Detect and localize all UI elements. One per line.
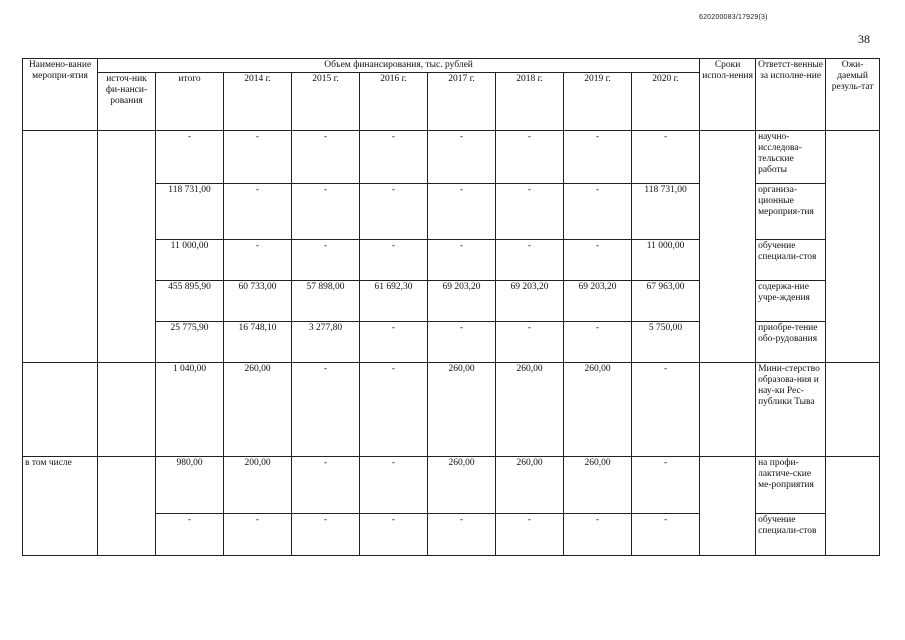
header-total: итого bbox=[156, 73, 224, 131]
row-responsible-cell: содержа-ние учре-ждения bbox=[756, 281, 826, 322]
row-value-2018: - bbox=[496, 322, 564, 363]
row-value-2018: - bbox=[496, 131, 564, 184]
header-year-2018: 2018 г. bbox=[496, 73, 564, 131]
row-value-2015: - bbox=[292, 514, 360, 556]
row-responsible-cell: Мини-стерство образова-ния и нау-ки Рес-публики Тыва bbox=[756, 363, 826, 457]
row-responsible-cell: организа-ционные мероприя-тия bbox=[756, 184, 826, 240]
row-deadline-cell bbox=[700, 457, 756, 556]
row-value-2017: - bbox=[428, 514, 496, 556]
row-value-2015: - bbox=[292, 457, 360, 514]
row-responsible-cell: обучение специали-стов bbox=[756, 514, 826, 556]
header-year-2016: 2016 г. bbox=[360, 73, 428, 131]
table-row bbox=[23, 457, 880, 514]
row-name-cell bbox=[23, 363, 98, 457]
row-value-2019: 260,00 bbox=[564, 457, 632, 514]
row-value-2020: - bbox=[632, 363, 700, 457]
row-name-cell: в том числе bbox=[23, 457, 98, 556]
row-value-2019: - bbox=[564, 322, 632, 363]
row-value-2018: 69 203,20 bbox=[496, 281, 564, 322]
row-value-2015: - bbox=[292, 184, 360, 240]
row-value-2020: - bbox=[632, 457, 700, 514]
row-value-2016: - bbox=[360, 322, 428, 363]
row-value-2016: - bbox=[360, 184, 428, 240]
row-value-2018: - bbox=[496, 184, 564, 240]
row-responsible-cell: приобре-тение обо-рудования bbox=[756, 322, 826, 363]
row-value-2014: - bbox=[224, 514, 292, 556]
row-value-2016: - bbox=[360, 457, 428, 514]
row-total-cell: 455 895,90 bbox=[156, 281, 224, 322]
header-year-2017: 2017 г. bbox=[428, 73, 496, 131]
header-year-2014: 2014 г. bbox=[224, 73, 292, 131]
row-value-2019: - bbox=[564, 240, 632, 281]
row-value-2014: - bbox=[224, 184, 292, 240]
row-value-2014: 260,00 bbox=[224, 363, 292, 457]
row-name-cell bbox=[23, 131, 98, 363]
row-value-2015: 57 898,00 bbox=[292, 281, 360, 322]
table-row bbox=[23, 363, 880, 457]
row-value-2018: - bbox=[496, 514, 564, 556]
row-value-2014: - bbox=[224, 240, 292, 281]
header-funding-group: Объем финансирования, тыс. рублей bbox=[98, 59, 700, 73]
row-value-2018: 260,00 bbox=[496, 457, 564, 514]
row-value-2014: 200,00 bbox=[224, 457, 292, 514]
header-deadline: Сроки испол-нения bbox=[700, 59, 756, 131]
header-year-2015: 2015 г. bbox=[292, 73, 360, 131]
header-name: Наимено-вание меропри-ятия bbox=[23, 59, 98, 131]
row-value-2016: - bbox=[360, 131, 428, 184]
row-value-2019: 260,00 bbox=[564, 363, 632, 457]
row-result-cell bbox=[826, 363, 880, 457]
header-source: источ-ник фи-нанси-рования bbox=[98, 73, 156, 131]
row-value-2017: 260,00 bbox=[428, 457, 496, 514]
header-year-2019: 2019 г. bbox=[564, 73, 632, 131]
row-value-2015: - bbox=[292, 363, 360, 457]
row-value-2016: - bbox=[360, 240, 428, 281]
row-total-cell: 25 775,90 bbox=[156, 322, 224, 363]
row-responsible-cell: на профи-лактиче-ские ме-роприятия bbox=[756, 457, 826, 514]
row-total-cell: 11 000,00 bbox=[156, 240, 224, 281]
row-value-2020: 118 731,00 bbox=[632, 184, 700, 240]
row-value-2015: 3 277,80 bbox=[292, 322, 360, 363]
row-responsible-cell: обучение специали-стов bbox=[756, 240, 826, 281]
row-deadline-cell bbox=[700, 131, 756, 363]
financing-table bbox=[22, 58, 880, 556]
row-value-2018: - bbox=[496, 240, 564, 281]
document-id: 620200083/17929(3) bbox=[699, 14, 768, 21]
header-result: Ожи-даемый резуль-тат bbox=[826, 59, 880, 131]
row-result-cell bbox=[826, 457, 880, 556]
table-row bbox=[23, 131, 880, 184]
row-value-2017: 260,00 bbox=[428, 363, 496, 457]
page-number: 38 bbox=[858, 32, 870, 46]
row-value-2019: - bbox=[564, 514, 632, 556]
row-value-2014: - bbox=[224, 131, 292, 184]
row-value-2017: - bbox=[428, 184, 496, 240]
row-total-cell: 118 731,00 bbox=[156, 184, 224, 240]
header-responsible: Ответст-венные за исполне-ние bbox=[756, 59, 826, 131]
row-value-2017: - bbox=[428, 322, 496, 363]
row-total-cell: 1 040,00 bbox=[156, 363, 224, 457]
row-value-2017: 69 203,20 bbox=[428, 281, 496, 322]
row-value-2020: - bbox=[632, 514, 700, 556]
row-total-cell: 980,00 bbox=[156, 457, 224, 514]
row-value-2017: - bbox=[428, 240, 496, 281]
row-value-2015: - bbox=[292, 240, 360, 281]
row-source-cell bbox=[98, 131, 156, 363]
row-total-cell: - bbox=[156, 514, 224, 556]
row-value-2016: 61 692,30 bbox=[360, 281, 428, 322]
row-source-cell bbox=[98, 363, 156, 457]
row-value-2019: - bbox=[564, 184, 632, 240]
row-value-2020: 5 750,00 bbox=[632, 322, 700, 363]
row-value-2019: - bbox=[564, 131, 632, 184]
row-value-2020: - bbox=[632, 131, 700, 184]
header-year-2020: 2020 г. bbox=[632, 73, 700, 131]
row-value-2016: - bbox=[360, 514, 428, 556]
row-value-2020: 11 000,00 bbox=[632, 240, 700, 281]
row-value-2014: 60 733,00 bbox=[224, 281, 292, 322]
row-deadline-cell bbox=[700, 363, 756, 457]
row-value-2015: - bbox=[292, 131, 360, 184]
header-row-top bbox=[23, 59, 880, 73]
row-source-cell bbox=[98, 457, 156, 556]
row-value-2020: 67 963,00 bbox=[632, 281, 700, 322]
row-value-2014: 16 748,10 bbox=[224, 322, 292, 363]
row-result-cell bbox=[826, 131, 880, 363]
row-responsible-cell: научно-исследова-тельские работы bbox=[756, 131, 826, 184]
row-total-cell: - bbox=[156, 131, 224, 184]
row-value-2017: - bbox=[428, 131, 496, 184]
row-value-2019: 69 203,20 bbox=[564, 281, 632, 322]
row-value-2016: - bbox=[360, 363, 428, 457]
row-value-2018: 260,00 bbox=[496, 363, 564, 457]
